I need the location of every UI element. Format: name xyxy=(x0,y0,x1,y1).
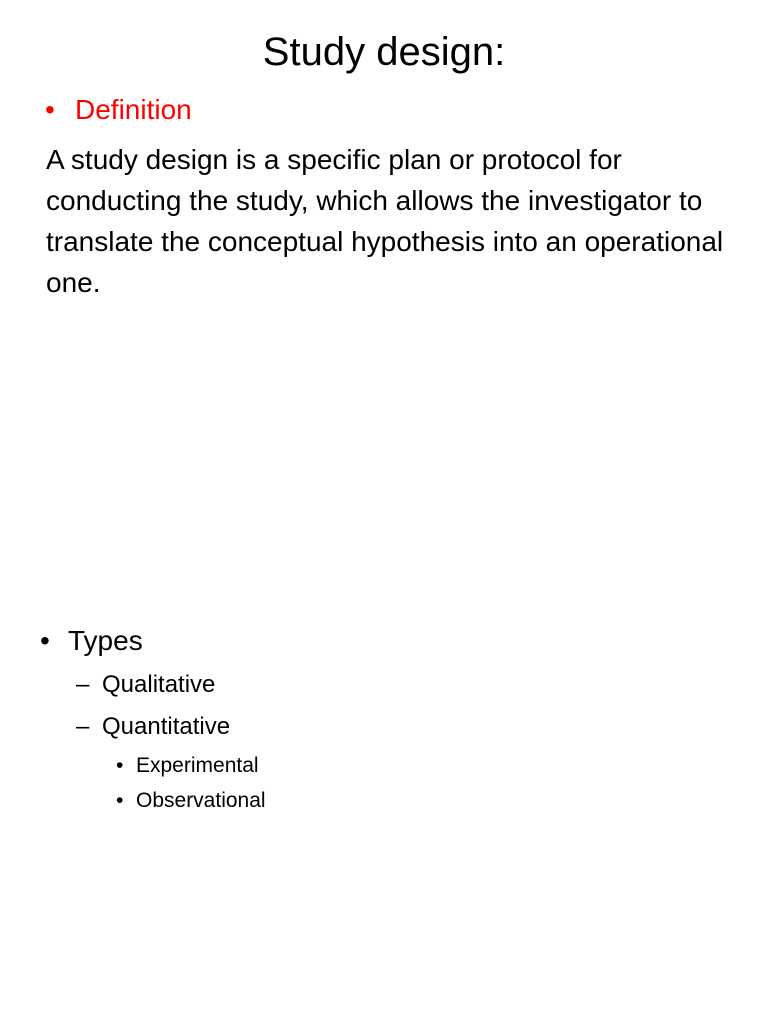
quantitative-item-observational xyxy=(116,787,266,815)
definition-bullet-marker: • xyxy=(45,94,55,125)
types-bullet-marker: • xyxy=(40,625,50,656)
type-item-label: Quantitative xyxy=(102,713,231,740)
types-heading: Types xyxy=(68,625,143,656)
type-item-qualitative xyxy=(76,669,215,701)
slide-title: Study design: xyxy=(262,30,506,74)
quantitative-item-marker: • xyxy=(116,789,124,812)
definition-heading: Definition xyxy=(75,94,192,125)
definition-text: A study design is a specific plan or protocol for conducting the study, which allows the investigator to translate the conceptual hypothesis into an operational one. xyxy=(46,144,724,298)
quantitative-item-marker: • xyxy=(116,754,124,777)
type-item-marker: – xyxy=(76,713,90,740)
definition-bullet xyxy=(45,92,192,128)
quantitative-item-label: Experimental xyxy=(136,754,259,777)
type-item-quantitative xyxy=(76,711,230,743)
quantitative-item-experimental xyxy=(116,752,259,780)
type-item-label: Qualitative xyxy=(102,671,216,698)
type-item-marker: – xyxy=(76,671,90,698)
types-bullet xyxy=(40,622,143,660)
quantitative-item-label: Observational xyxy=(136,789,266,812)
